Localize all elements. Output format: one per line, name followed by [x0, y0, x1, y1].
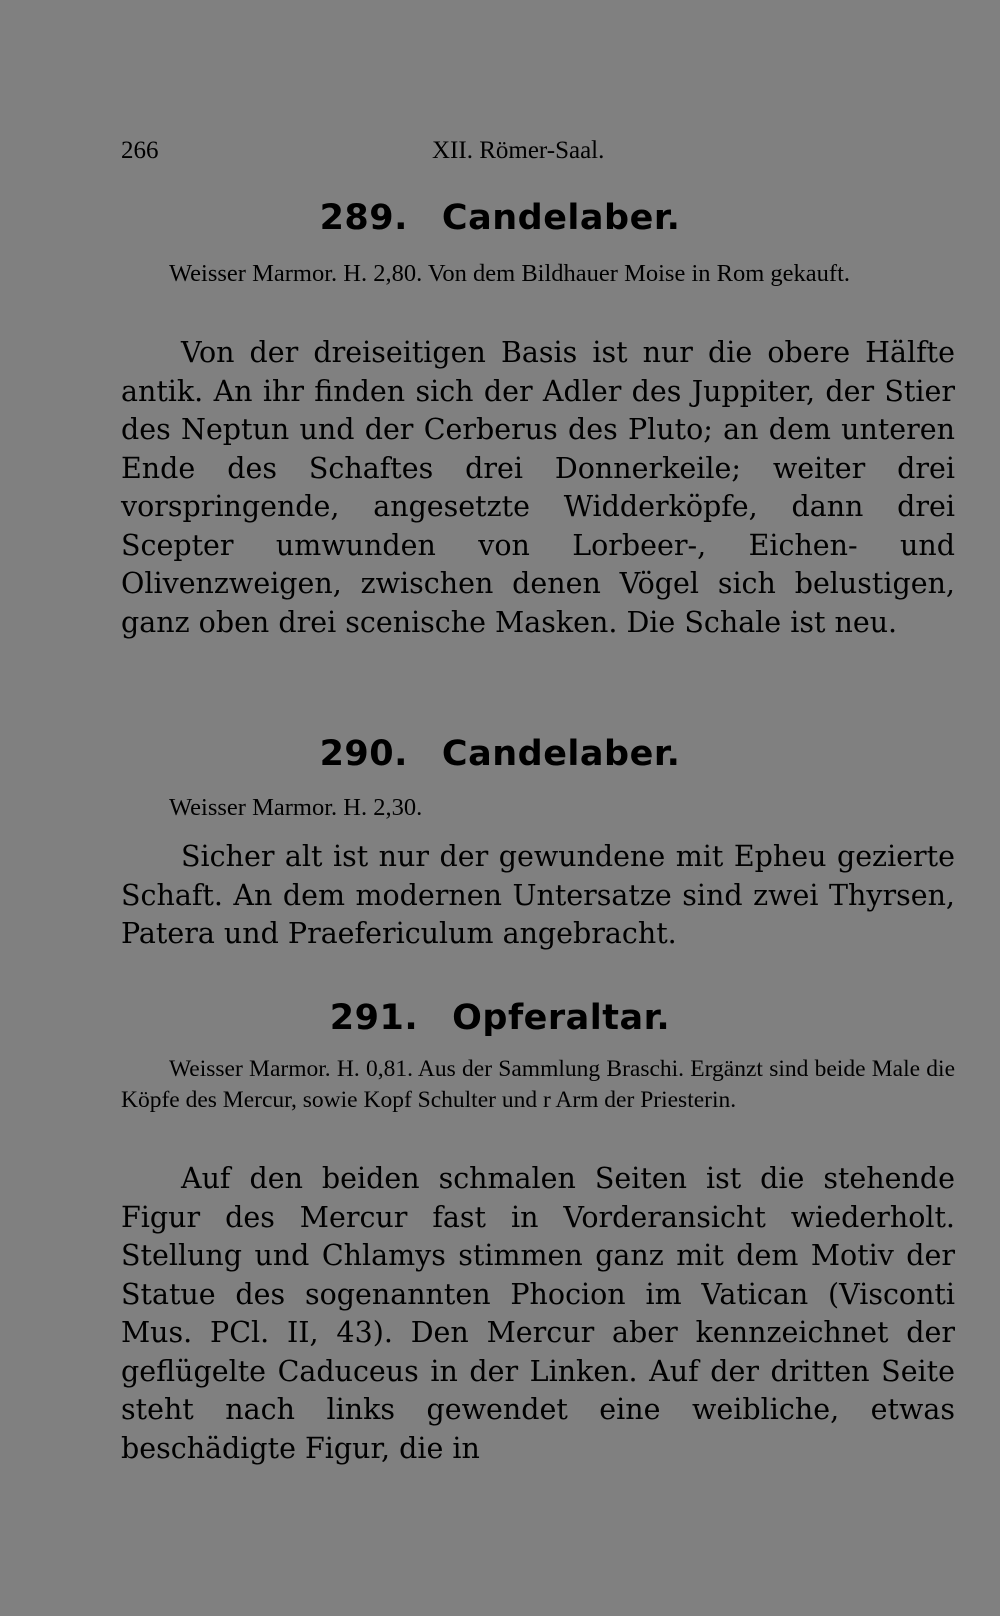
page-number: 266 [121, 137, 159, 164]
page-header [0, 137, 1000, 167]
entry-title-289 [0, 198, 1000, 238]
entry-note-289: Weisser Marmor. H. 2,80. Von dem Bildhauer Moise in Rom gekauft. [169, 260, 850, 287]
running-title: XII. Römer-Saal. [432, 137, 605, 164]
entry-title-290 [0, 734, 1000, 774]
entry-title-291 [0, 998, 1000, 1038]
entry-text-289: Von der dreiseitigen Basis ist nur die obere Hälfte antik. An ihr finden sich der Adler des Juppiter, der Stier des Neptun und der Cerberus des Pluto; an dem unteren Ende des Schaftes drei Donnerkeile; weiter drei vorspringende, angesetzte Widderköpfe, dann drei Scepter umwunden von Lorbeer-, Eichen- und Olivenzweigen, zwischen denen Vögel sich belustigen, ganz oben drei scenische Masken. Die Schale ist neu. [121, 336, 955, 639]
entry-number: 289. [319, 198, 408, 238]
entry-heading: Candelaber. [441, 734, 681, 774]
entry-heading: Candelaber. [441, 198, 681, 238]
entry-heading: Opferaltar. [452, 998, 671, 1038]
entry-number: 290. [319, 734, 408, 774]
entry-note-291: Weisser Marmor. H. 0,81. Aus der Sammlung Braschi. Ergänzt sind beide Male die Köpfe des Mercur, sowie Kopf Schulter und r Arm der Priesterin. [121, 1056, 955, 1113]
entry-number: 291. [329, 998, 419, 1038]
entry-text-290: Sicher alt ist nur der gewundene mit Epheu gezierte Schaft. An dem modernen Untersatze sind zwei Thyrsen, Patera und Praefericulum angebracht. [121, 840, 955, 950]
entry-note-290: Weisser Marmor. H. 2,30. [169, 794, 423, 821]
entry-text-291: Auf den beiden schmalen Seiten ist die stehende Figur des Mercur fast in Vorderansicht wiederholt. Stellung und Chlamys stimmen ganz mit dem Motiv der Statue des sogenannten Phocion im Vatican (Visconti Mus. PCl. II, 43). Den Mercur aber kennzeichnet der geflügelte Caduceus in der Linken. Auf der dritten Seite steht nach links gewendet eine weibliche, etwas beschädigte Figur, die in [121, 1162, 955, 1465]
